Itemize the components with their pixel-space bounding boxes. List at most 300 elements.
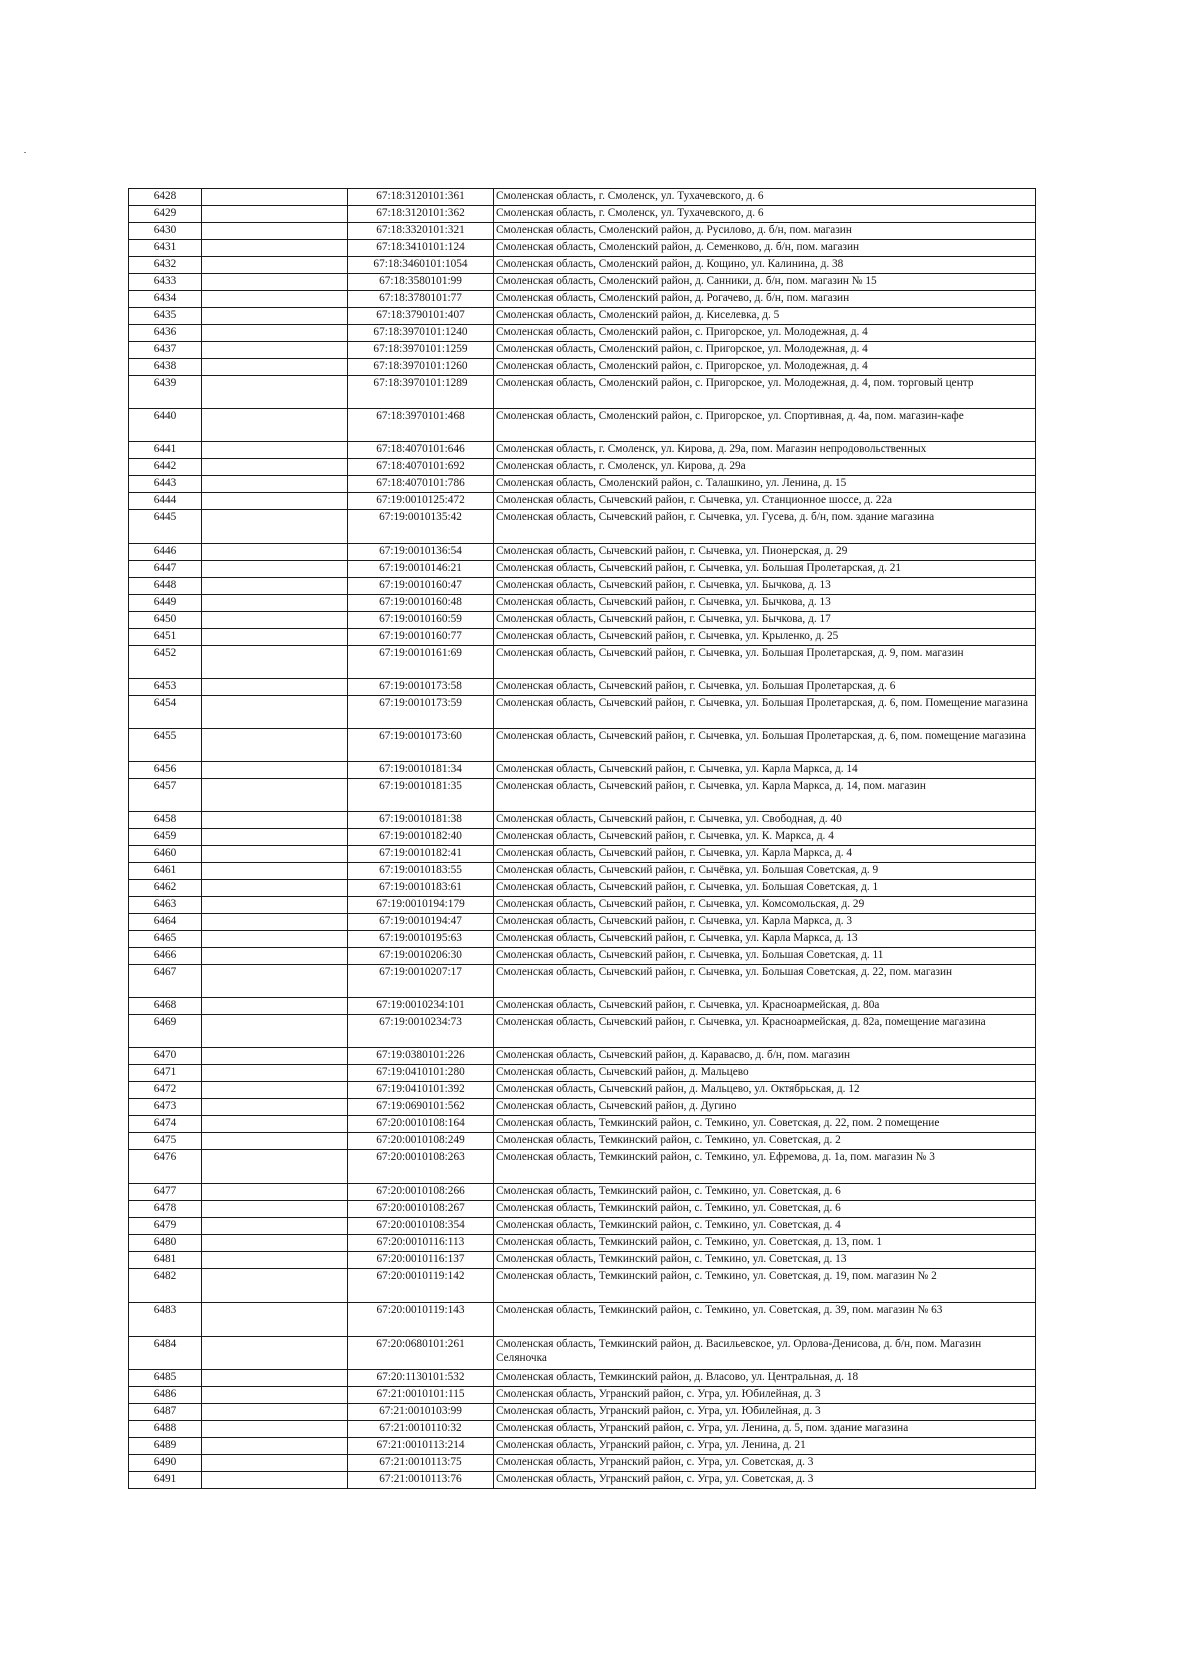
empty-cell [202,1133,348,1150]
empty-cell [202,1015,348,1048]
empty-cell [202,1455,348,1472]
row-number: 6486 [129,1387,202,1404]
address: Смоленская область, Сычевский район, г. Сычевка, ул. Большая Пролетарская, д. 21 [494,561,1036,578]
cadastral-number: 67:20:0010108:263 [348,1150,494,1184]
address: Смоленская область, г. Смоленск, ул. Кирова, д. 29а [494,459,1036,476]
table-row [129,931,1036,948]
row-number: 6479 [129,1218,202,1235]
address: Смоленская область, Сычевский район, г. Сычёвка, ул. Большая Советская, д. 9 [494,863,1036,880]
cadastral-number: 67:21:0010113:214 [348,1438,494,1455]
address: Смоленская область, Сычевский район, г. Сычевка, ул. Красноармейская, д. 80а [494,998,1036,1015]
row-number: 6433 [129,274,202,291]
table-row [129,442,1036,459]
table-row [129,729,1036,762]
address: Смоленская область, Темкинский район, с. Темкино, ул. Советская, д. 19, пом. магазин № 2 [494,1269,1036,1303]
cadastral-number: 67:18:4070101:786 [348,476,494,493]
address: Смоленская область, Темкинский район, д. Власово, ул. Центральная, д. 18 [494,1370,1036,1387]
row-number: 6491 [129,1472,202,1489]
row-number: 6461 [129,863,202,880]
table-row [129,1370,1036,1387]
address: Смоленская область, Темкинский район, с. Темкино, ул. Советская, д. 4 [494,1218,1036,1235]
address: Смоленская область, Смоленский район, д. Кощино, ул. Калинина, д. 38 [494,257,1036,274]
cadastral-number: 67:18:4070101:692 [348,459,494,476]
cadastral-number: 67:20:0010108:266 [348,1184,494,1201]
row-number: 6472 [129,1082,202,1099]
address: Смоленская область, г. Смоленск, ул. Тухачевского, д. 6 [494,206,1036,223]
empty-cell [202,1082,348,1099]
row-number: 6488 [129,1421,202,1438]
empty-cell [202,510,348,544]
address: Смоленская область, Темкинский район, с. Темкино, ул. Советская, д. 39, пом. магазин № 63 [494,1303,1036,1337]
cadastral-number: 67:20:0010108:164 [348,1116,494,1133]
address: Смоленская область, Сычевский район, г. Сычевка, ул. Большая Пролетарская, д. 6, пом. помещение магазина [494,729,1036,762]
cadastral-number: 67:19:0010234:73 [348,1015,494,1048]
address: Смоленская область, Угранский район, с. Угра, ул. Ленина, д. 21 [494,1438,1036,1455]
row-number: 6478 [129,1201,202,1218]
row-number: 6432 [129,257,202,274]
address: Смоленская область, Сычевский район, г. Сычевка, ул. Большая Советская, д. 1 [494,880,1036,897]
table-row [129,1099,1036,1116]
address: Смоленская область, Темкинский район, с. Темкино, ул. Советская, д. 2 [494,1133,1036,1150]
row-number: 6485 [129,1370,202,1387]
address: Смоленская область, Сычевский район, г. Сычевка, ул. Гусева, д. б/н, пом. здание магазина [494,510,1036,544]
cadastral-number: 67:18:3970101:1259 [348,342,494,359]
table-row [129,1438,1036,1455]
address: Смоленская область, Сычевский район, г. Сычевка, ул. Карла Маркса, д. 13 [494,931,1036,948]
address: Смоленская область, Смоленский район, с. Пригорское, ул. Молодежная, д. 4 [494,342,1036,359]
address: Смоленская область, Темкинский район, с. Темкино, ул. Ефремова, д. 1а, пом. магазин № 3 [494,1150,1036,1184]
row-number: 6459 [129,829,202,846]
cadastral-number: 67:19:0010135:42 [348,510,494,544]
address: Смоленская область, Смоленский район, д. Рогачево, д. б/н, пом. магазин [494,291,1036,308]
address: Смоленская область, Смоленский район, д. Киселевка, д. 5 [494,308,1036,325]
row-number: 6441 [129,442,202,459]
cadastral-number: 67:20:0010116:137 [348,1252,494,1269]
table-row [129,1048,1036,1065]
empty-cell [202,965,348,998]
cadastral-number: 67:19:0410101:280 [348,1065,494,1082]
empty-cell [202,1269,348,1303]
empty-cell [202,274,348,291]
row-number: 6444 [129,493,202,510]
table-row [129,1303,1036,1337]
table-row [129,342,1036,359]
cadastral-number: 67:19:0010146:21 [348,561,494,578]
row-number: 6437 [129,342,202,359]
table-row [129,646,1036,679]
address: Смоленская область, Сычевский район, г. Сычевка, ул. Карла Маркса, д. 14, пом. магазин [494,779,1036,812]
table-row [129,914,1036,931]
empty-cell [202,1048,348,1065]
address: Смоленская область, Смоленский район, с. Пригорское, ул. Молодежная, д. 4 [494,325,1036,342]
cadastral-number: 67:19:0410101:392 [348,1082,494,1099]
empty-cell [202,342,348,359]
cadastral-number: 67:19:0010194:47 [348,914,494,931]
row-number: 6483 [129,1303,202,1337]
table-row [129,1116,1036,1133]
empty-cell [202,240,348,257]
address: Смоленская область, Угранский район, с. Угра, ул. Ленина, д. 5, пом. здание магазина [494,1421,1036,1438]
table-row [129,948,1036,965]
row-number: 6446 [129,544,202,561]
row-number: 6470 [129,1048,202,1065]
cadastral-number: 67:19:0010160:48 [348,595,494,612]
empty-cell [202,812,348,829]
row-number: 6464 [129,914,202,931]
table-row [129,1404,1036,1421]
cadastral-number: 67:19:0010195:63 [348,931,494,948]
empty-cell [202,1099,348,1116]
row-number: 6428 [129,189,202,206]
row-number: 6468 [129,998,202,1015]
cadastral-number: 67:19:0010136:54 [348,544,494,561]
row-number: 6447 [129,561,202,578]
empty-cell [202,931,348,948]
empty-cell [202,1235,348,1252]
empty-cell [202,459,348,476]
address: Смоленская область, Смоленский район, с. Пригорское, ул. Спортивная, д. 4а, пом. магазин-кафе [494,409,1036,442]
row-number: 6471 [129,1065,202,1082]
row-number: 6430 [129,223,202,240]
empty-cell [202,846,348,863]
row-number: 6436 [129,325,202,342]
table-body [129,189,1036,1489]
empty-cell [202,561,348,578]
row-number: 6445 [129,510,202,544]
table-row [129,965,1036,998]
cadastral-number: 67:19:0010173:58 [348,679,494,696]
cadastral-number: 67:20:0010119:143 [348,1303,494,1337]
table-row [129,1269,1036,1303]
cadastral-number: 67:19:0010206:30 [348,948,494,965]
address: Смоленская область, Смоленский район, д. Семенково, д. б/н, пом. магазин [494,240,1036,257]
address: Смоленская область, Смоленский район, с. Пригорское, ул. Молодежная, д. 4 [494,359,1036,376]
address: Смоленская область, Сычевский район, г. Сычевка, ул. Большая Пролетарская, д. 6, пом. Помещение магазина [494,696,1036,729]
address: Смоленская область, Сычевский район, г. Сычевка, ул. Бычкова, д. 13 [494,595,1036,612]
row-number: 6451 [129,629,202,646]
empty-cell [202,1116,348,1133]
cadastral-number: 67:19:0010181:34 [348,762,494,779]
row-number: 6449 [129,595,202,612]
table-row [129,493,1036,510]
table-row [129,544,1036,561]
table-row [129,595,1036,612]
table-row [129,1387,1036,1404]
table-row [129,409,1036,442]
row-number: 6439 [129,376,202,409]
empty-cell [202,578,348,595]
address: Смоленская область, Смоленский район, с. Пригорское, ул. Молодежная, д. 4, пом. торговый центр [494,376,1036,409]
empty-cell [202,1438,348,1455]
cadastral-number: 67:19:0010234:101 [348,998,494,1015]
table-row [129,578,1036,595]
address: Смоленская область, Сычевский район, г. Сычевка, ул. Бычкова, д. 17 [494,612,1036,629]
cadastral-number: 67:19:0010173:60 [348,729,494,762]
table-row [129,1201,1036,1218]
table-row [129,1421,1036,1438]
address: Смоленская область, Смоленский район, д. Русилово, д. б/н, пом. магазин [494,223,1036,240]
table-row [129,1065,1036,1082]
table-row [129,1472,1036,1489]
empty-cell [202,308,348,325]
cadastral-number: 67:18:3320101:321 [348,223,494,240]
address: Смоленская область, Смоленский район, д. Санники, д. б/н, пом. магазин № 15 [494,274,1036,291]
row-number: 6450 [129,612,202,629]
empty-cell [202,1303,348,1337]
table-row [129,679,1036,696]
table-row [129,1184,1036,1201]
cadastral-number: 67:19:0010173:59 [348,696,494,729]
cadastral-number: 67:20:0010108:354 [348,1218,494,1235]
cadastral-number: 67:18:3970101:1289 [348,376,494,409]
empty-cell [202,914,348,931]
table-row [129,696,1036,729]
cadastral-number: 67:19:0010183:61 [348,880,494,897]
row-number: 6480 [129,1235,202,1252]
table-row [129,1082,1036,1099]
cadastral-number: 67:19:0010182:40 [348,829,494,846]
address: Смоленская область, Сычевский район, г. Сычевка, ул. Комсомольская, д. 29 [494,897,1036,914]
row-number: 6457 [129,779,202,812]
cadastral-number: 67:19:0010160:77 [348,629,494,646]
empty-cell [202,442,348,459]
empty-cell [202,544,348,561]
table-row [129,863,1036,880]
cadastral-number: 67:18:3970101:1260 [348,359,494,376]
empty-cell [202,189,348,206]
address: Смоленская область, Сычевский район, г. Сычевка, ул. Свободная, д. 40 [494,812,1036,829]
empty-cell [202,998,348,1015]
cadastral-number: 67:18:3970101:468 [348,409,494,442]
row-number: 6442 [129,459,202,476]
address: Смоленская область, Сычевский район, г. Сычевка, ул. Красноармейская, д. 82а, помещение магазина [494,1015,1036,1048]
address: Смоленская область, Темкинский район, с. Темкино, ул. Советская, д. 13 [494,1252,1036,1269]
address: Смоленская область, Сычевский район, г. Сычевка, ул. Крыленко, д. 25 [494,629,1036,646]
address: Смоленская область, Сычевский район, г. Сычевка, ул. К. Маркса, д. 4 [494,829,1036,846]
cadastral-number: 67:20:0010108:249 [348,1133,494,1150]
cadastral-number: 67:19:0010161:69 [348,646,494,679]
cadastral-number: 67:19:0010207:17 [348,965,494,998]
cadastral-number: 67:19:0010194:179 [348,897,494,914]
empty-cell [202,679,348,696]
empty-cell [202,223,348,240]
empty-cell [202,1337,348,1370]
row-number: 6490 [129,1455,202,1472]
row-number: 6438 [129,359,202,376]
address: Смоленская область, Темкинский район, с. Темкино, ул. Советская, д. 6 [494,1201,1036,1218]
empty-cell [202,1404,348,1421]
row-number: 6473 [129,1099,202,1116]
row-number: 6443 [129,476,202,493]
row-number: 6431 [129,240,202,257]
address: Смоленская область, Сычевский район, г. Сычевка, ул. Карла Маркса, д. 3 [494,914,1036,931]
address: Смоленская область, Сычевский район, г. Сычевка, ул. Большая Пролетарская, д. 6 [494,679,1036,696]
address: Смоленская область, Сычевский район, г. Сычевка, ул. Большая Пролетарская, д. 9, пом. магазин [494,646,1036,679]
row-number: 6463 [129,897,202,914]
empty-cell [202,1150,348,1184]
row-number: 6466 [129,948,202,965]
cadastral-number: 67:18:3780101:77 [348,291,494,308]
row-number: 6440 [129,409,202,442]
cadastral-number: 67:18:4070101:646 [348,442,494,459]
row-number: 6455 [129,729,202,762]
empty-cell [202,291,348,308]
empty-cell [202,863,348,880]
empty-cell [202,325,348,342]
scan-speck [24,152,26,153]
cadastral-number: 67:19:0010181:38 [348,812,494,829]
table-row [129,325,1036,342]
address: Смоленская область, Темкинский район, с. Темкино, ул. Советская, д. 22, пом. 2 помещение [494,1116,1036,1133]
address: Смоленская область, Сычевский район, г. Сычевка, ул. Бычкова, д. 13 [494,578,1036,595]
address: Смоленская область, Угранский район, с. Угра, ул. Юбилейная, д. 3 [494,1404,1036,1421]
cadastral-number: 67:21:0010103:99 [348,1404,494,1421]
cadastral-number: 67:19:0010125:472 [348,493,494,510]
cadastral-number: 67:18:3120101:362 [348,206,494,223]
cadastral-number: 67:21:0010113:76 [348,1472,494,1489]
empty-cell [202,880,348,897]
address: Смоленская область, Темкинский район, с. Темкино, ул. Советская, д. 13, пом. 1 [494,1235,1036,1252]
address: Смоленская область, Темкинский район, с. Темкино, ул. Советская, д. 6 [494,1184,1036,1201]
row-number: 6475 [129,1133,202,1150]
address: Смоленская область, Сычевский район, д. Мальцево, ул. Октябрьская, д. 12 [494,1082,1036,1099]
cadastral-number: 67:19:0690101:562 [348,1099,494,1116]
empty-cell [202,629,348,646]
cadastral-number: 67:19:0010182:41 [348,846,494,863]
row-number: 6458 [129,812,202,829]
empty-cell [202,897,348,914]
address: Смоленская область, Темкинский район, д. Васильевское, ул. Орлова-Денисова, д. б/н, пом. Магазин Селяночка [494,1337,1036,1370]
cadastral-number: 67:21:0010113:75 [348,1455,494,1472]
row-number: 6465 [129,931,202,948]
table-row [129,459,1036,476]
row-number: 6489 [129,1438,202,1455]
address: Смоленская область, Сычевский район, г. Сычевка, ул. Карла Маркса, д. 14 [494,762,1036,779]
address: Смоленская область, Смоленский район, с. Талашкино, ул. Ленина, д. 15 [494,476,1036,493]
cadastral-number: 67:18:3120101:361 [348,189,494,206]
cadastral-number: 67:18:3460101:1054 [348,257,494,274]
table-row [129,1015,1036,1048]
table-row [129,762,1036,779]
empty-cell [202,595,348,612]
empty-cell [202,1218,348,1235]
empty-cell [202,612,348,629]
cadastral-number: 67:19:0010181:35 [348,779,494,812]
empty-cell [202,948,348,965]
row-number: 6474 [129,1116,202,1133]
cadastral-number: 67:20:0010119:142 [348,1269,494,1303]
table-row [129,308,1036,325]
address: Смоленская область, Сычевский район, д. Дугино [494,1099,1036,1116]
empty-cell [202,1201,348,1218]
empty-cell [202,1252,348,1269]
cadastral-number: 67:18:3790101:407 [348,308,494,325]
address: Смоленская область, г. Смоленск, ул. Тухачевского, д. 6 [494,189,1036,206]
row-number: 6435 [129,308,202,325]
table-row [129,880,1036,897]
table-row [129,476,1036,493]
empty-cell [202,762,348,779]
table-row [129,240,1036,257]
empty-cell [202,696,348,729]
table-row [129,1252,1036,1269]
table-row [129,846,1036,863]
property-registry-table [128,188,1036,1489]
address: Смоленская область, Угранский район, с. Угра, ул. Советская, д. 3 [494,1472,1036,1489]
empty-cell [202,1065,348,1082]
table-row [129,223,1036,240]
table-row [129,510,1036,544]
table-row [129,998,1036,1015]
table-row [129,812,1036,829]
empty-cell [202,493,348,510]
cadastral-number: 67:21:0010101:115 [348,1387,494,1404]
row-number: 6482 [129,1269,202,1303]
empty-cell [202,476,348,493]
address: Смоленская область, Угранский район, с. Угра, ул. Советская, д. 3 [494,1455,1036,1472]
row-number: 6456 [129,762,202,779]
address: Смоленская область, Сычевский район, г. Сычевка, ул. Станционное шоссе, д. 22а [494,493,1036,510]
row-number: 6460 [129,846,202,863]
row-number: 6462 [129,880,202,897]
address: Смоленская область, Сычевский район, г. Сычевка, ул. Большая Советская, д. 22, пом. магазин [494,965,1036,998]
cadastral-number: 67:18:3580101:99 [348,274,494,291]
cadastral-number: 67:21:0010110:32 [348,1421,494,1438]
empty-cell [202,359,348,376]
table-row [129,1133,1036,1150]
cadastral-number: 67:20:1130101:532 [348,1370,494,1387]
cadastral-number: 67:20:0680101:261 [348,1337,494,1370]
address: Смоленская область, Угранский район, с. Угра, ул. Юбилейная, д. 3 [494,1387,1036,1404]
table-row [129,629,1036,646]
empty-cell [202,779,348,812]
table-row [129,189,1036,206]
table-row [129,561,1036,578]
address: Смоленская область, Сычевский район, г. Сычевка, ул. Пионерская, д. 29 [494,544,1036,561]
empty-cell [202,1184,348,1201]
empty-cell [202,729,348,762]
table-row [129,376,1036,409]
empty-cell [202,409,348,442]
table-row [129,274,1036,291]
table-row [129,779,1036,812]
row-number: 6454 [129,696,202,729]
cadastral-number: 67:19:0010183:55 [348,863,494,880]
row-number: 6487 [129,1404,202,1421]
empty-cell [202,376,348,409]
row-number: 6477 [129,1184,202,1201]
row-number: 6469 [129,1015,202,1048]
cadastral-number: 67:20:0010116:113 [348,1235,494,1252]
row-number: 6452 [129,646,202,679]
table-row [129,612,1036,629]
row-number: 6476 [129,1150,202,1184]
table-row [129,1150,1036,1184]
row-number: 6484 [129,1337,202,1370]
cadastral-number: 67:18:3410101:124 [348,240,494,257]
row-number: 6453 [129,679,202,696]
cadastral-number: 67:18:3970101:1240 [348,325,494,342]
row-number: 6481 [129,1252,202,1269]
table-row [129,829,1036,846]
address: Смоленская область, Сычевский район, д. Каравасво, д. б/н, пом. магазин [494,1048,1036,1065]
table-row [129,1337,1036,1370]
table-row [129,257,1036,274]
row-number: 6434 [129,291,202,308]
empty-cell [202,257,348,274]
table-row [129,206,1036,223]
table-row [129,359,1036,376]
